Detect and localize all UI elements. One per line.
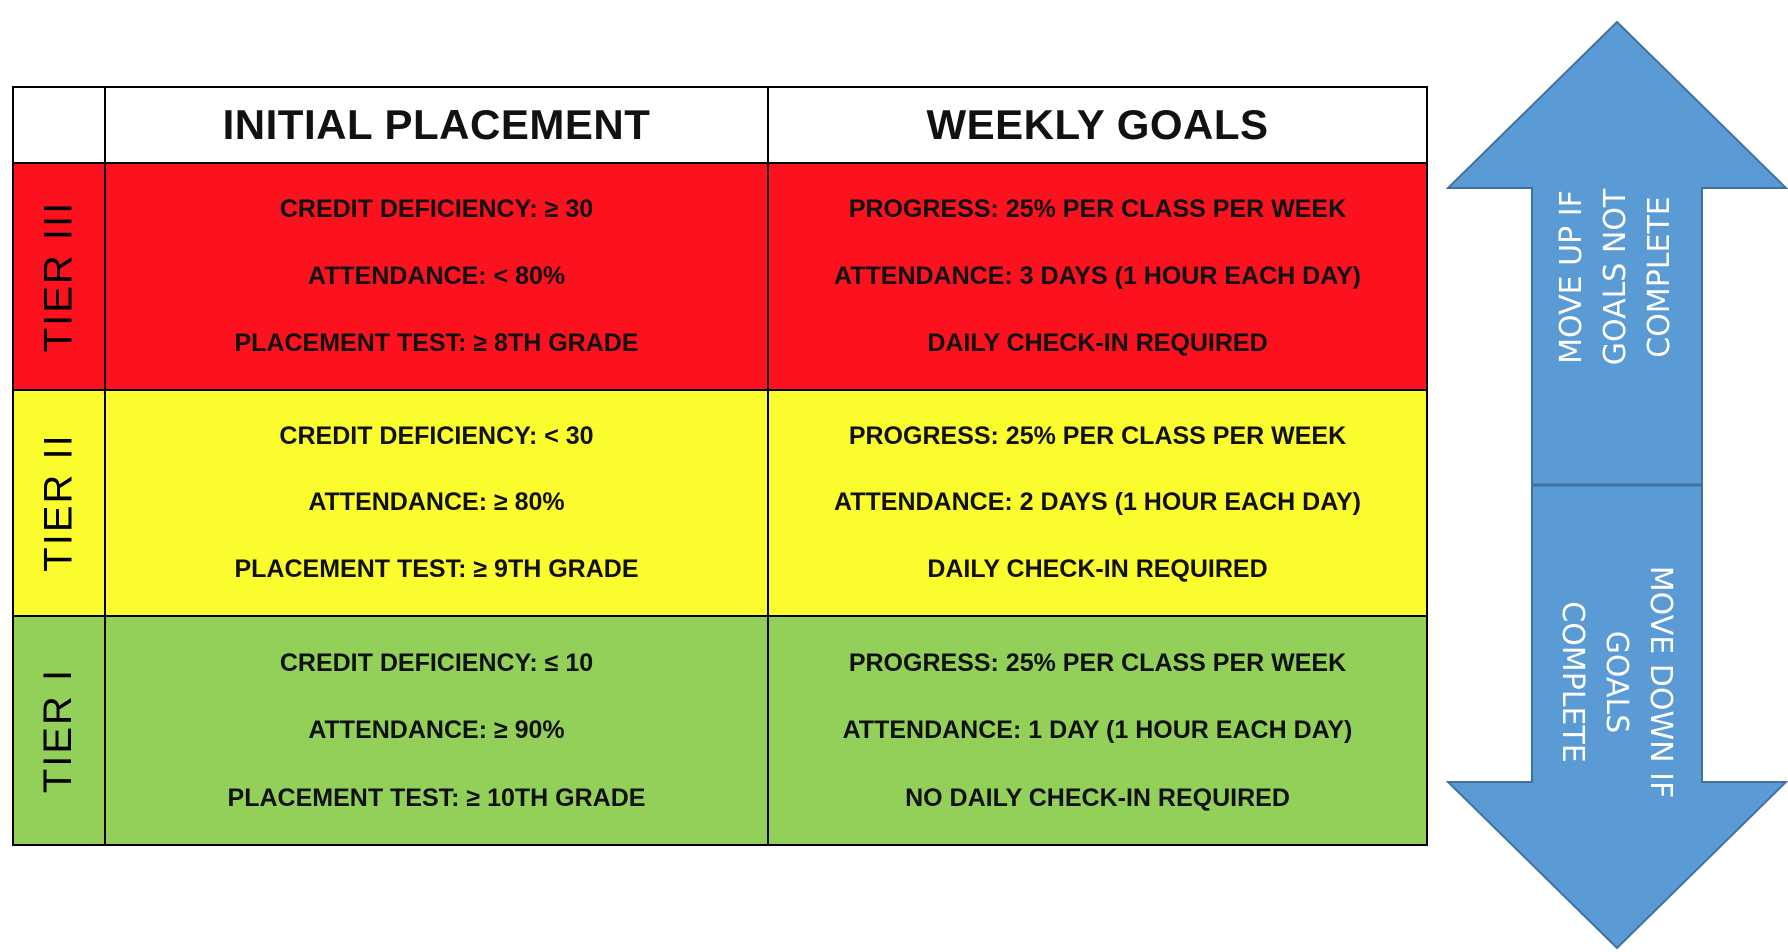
tier-2-label: TIER II <box>36 433 81 573</box>
goal-line: ATTENDANCE: 3 DAYS (1 HOUR EACH DAY) <box>834 261 1361 290</box>
tier-3-goals <box>769 164 1426 391</box>
placement-line: ATTENDANCE: ≥ 90% <box>308 716 565 745</box>
goal-line: ATTENDANCE: 2 DAYS (1 HOUR EACH DAY) <box>834 488 1361 517</box>
header-weekly-goals: WEEKLY GOALS <box>769 88 1426 164</box>
placement-line: PLACEMENT TEST: ≥ 10TH GRADE <box>227 783 646 812</box>
tier-label-cell <box>14 164 106 391</box>
placement-line: PLACEMENT TEST: ≥ 8TH GRADE <box>234 328 639 357</box>
tier-label-cell <box>14 391 106 618</box>
placement-line: CREDIT DEFICIENCY: ≥ 30 <box>279 194 594 223</box>
tier-1-label: TIER I <box>36 667 81 794</box>
tier-2-goals <box>769 391 1426 618</box>
goal-line: DAILY CHECK-IN REQUIRED <box>927 555 1268 584</box>
tier-label-cell <box>14 617 106 844</box>
tier-table <box>12 86 1428 846</box>
placement-line: CREDIT DEFICIENCY: ≤ 10 <box>279 648 594 677</box>
tier-3-label: TIER III <box>36 200 81 353</box>
goal-line: DAILY CHECK-IN REQUIRED <box>927 328 1268 357</box>
move-up-text: MOVE UP IF GOALS NOT COMPLETE <box>1554 188 1677 366</box>
placement-line: ATTENDANCE: ≥ 80% <box>308 488 565 517</box>
goal-line: PROGRESS: 25% PER CLASS PER WEEK <box>848 194 1347 223</box>
goal-line: PROGRESS: 25% PER CLASS PER WEEK <box>848 421 1347 450</box>
placement-line: ATTENDANCE: < 80% <box>307 261 566 290</box>
tier-1-placement <box>106 617 769 844</box>
tier-1-goals <box>769 617 1426 844</box>
goal-line: NO DAILY CHECK-IN REQUIRED <box>905 783 1290 812</box>
placement-line: CREDIT DEFICIENCY: < 30 <box>279 421 594 450</box>
tier-3-placement <box>106 164 769 391</box>
move-down-text: MOVE DOWN IF GOALS COMPLETE <box>1555 565 1678 799</box>
goal-line: PROGRESS: 25% PER CLASS PER WEEK <box>848 648 1347 677</box>
goal-line: ATTENDANCE: 1 DAY (1 HOUR EACH DAY) <box>842 716 1353 745</box>
tier-2-placement <box>106 391 769 618</box>
placement-line: PLACEMENT TEST: ≥ 9TH GRADE <box>234 555 639 584</box>
corner-cell <box>14 88 106 164</box>
header-initial-placement: INITIAL PLACEMENT <box>106 88 769 164</box>
